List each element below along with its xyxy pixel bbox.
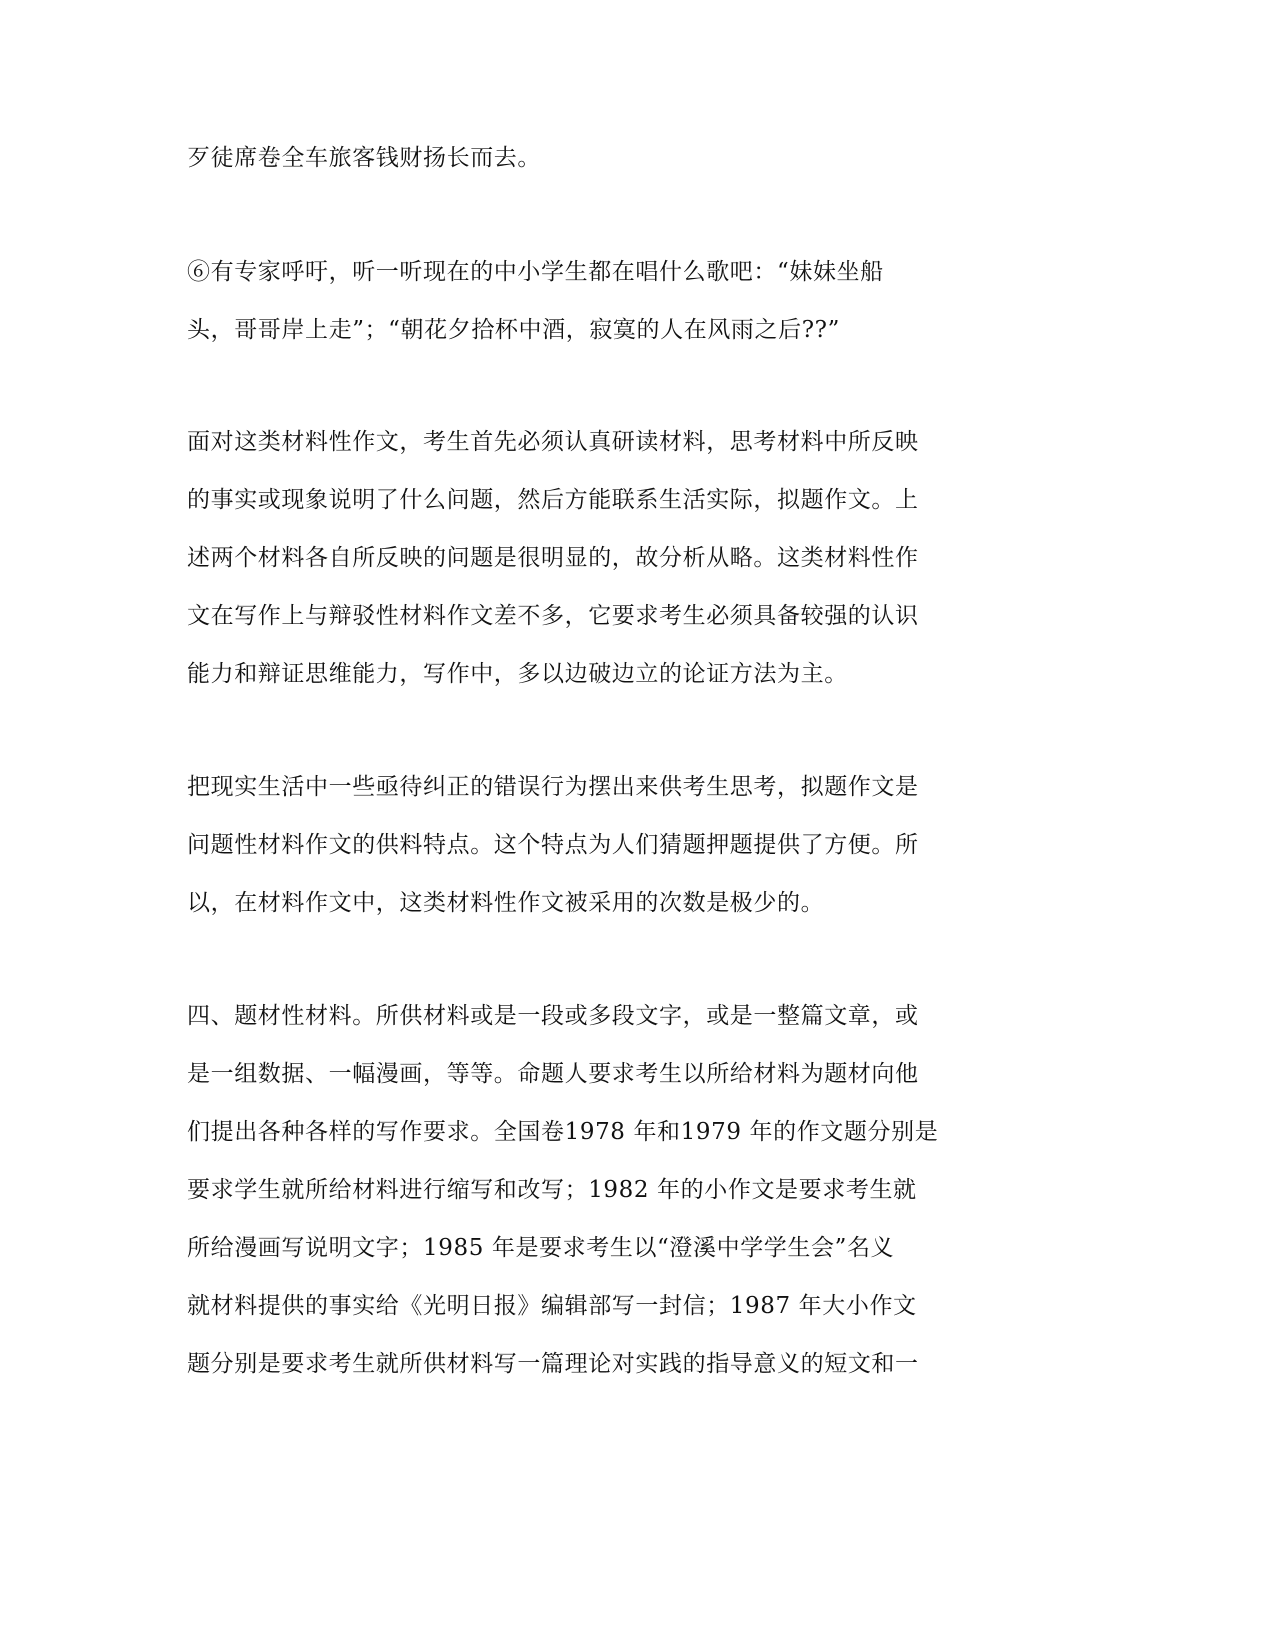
text-line: 题分别是要求考生就所供材料写一篇理论对实践的指导意义的短文和一 (187, 1351, 919, 1377)
text-line: 面对这类材料性作文，考生首先必须认真研读材料，思考材料中所反映 (187, 429, 919, 455)
text-line: 述两个材料各自所反映的问题是很明显的，故分析从略。这类材料性作 (187, 545, 919, 571)
text-line: 文在写作上与辩驳性材料作文差不多，它要求考生必须具备较强的认识 (187, 603, 919, 629)
text-line: 问题性材料作文的供料特点。这个特点为人们猜题押题提供了方便。所 (187, 832, 919, 858)
text-line: 是一组数据、一幅漫画，等等。命题人要求考生以所给材料为题材向他 (187, 1061, 919, 1087)
text-line: 要求学生就所给材料进行缩写和改写；1982 年的小作文是要求考生就 (187, 1177, 917, 1203)
text-line: 歹徒席卷全车旅客钱财扬长而去。 (187, 145, 541, 171)
text-line: 以，在材料作文中，这类材料性作文被采用的次数是极少的。 (187, 890, 825, 916)
text-line: 四、题材性材料。所供材料或是一段或多段文字，或是一整篇文章，或 (187, 1003, 919, 1029)
text-line: 把现实生活中一些亟待纠正的错误行为摆出来供考生思考，拟题作文是 (187, 774, 919, 800)
text-line: 的事实或现象说明了什么问题，然后方能联系生活实际，拟题作文。上 (187, 487, 919, 513)
text-line: 头，哥哥岸上走”；“朝花夕拾杯中酒，寂寞的人在风雨之后??” (187, 317, 840, 343)
text-line: 们提出各种各样的写作要求。全国卷1978 年和1979 年的作文题分别是 (187, 1119, 939, 1145)
text-line: 所给漫画写说明文字；1985 年是要求考生以“澄溪中学学生会”名义 (187, 1235, 895, 1261)
text-line: ⑥有专家呼吁，听一听现在的中小学生都在唱什么歌吧：“妹妹坐船 (187, 259, 884, 285)
text-line: 就材料提供的事实给《光明日报》编辑部写一封信；1987 年大小作文 (187, 1293, 917, 1319)
text-line: 能力和辩证思维能力，写作中，多以边破边立的论证方法为主。 (187, 661, 848, 687)
